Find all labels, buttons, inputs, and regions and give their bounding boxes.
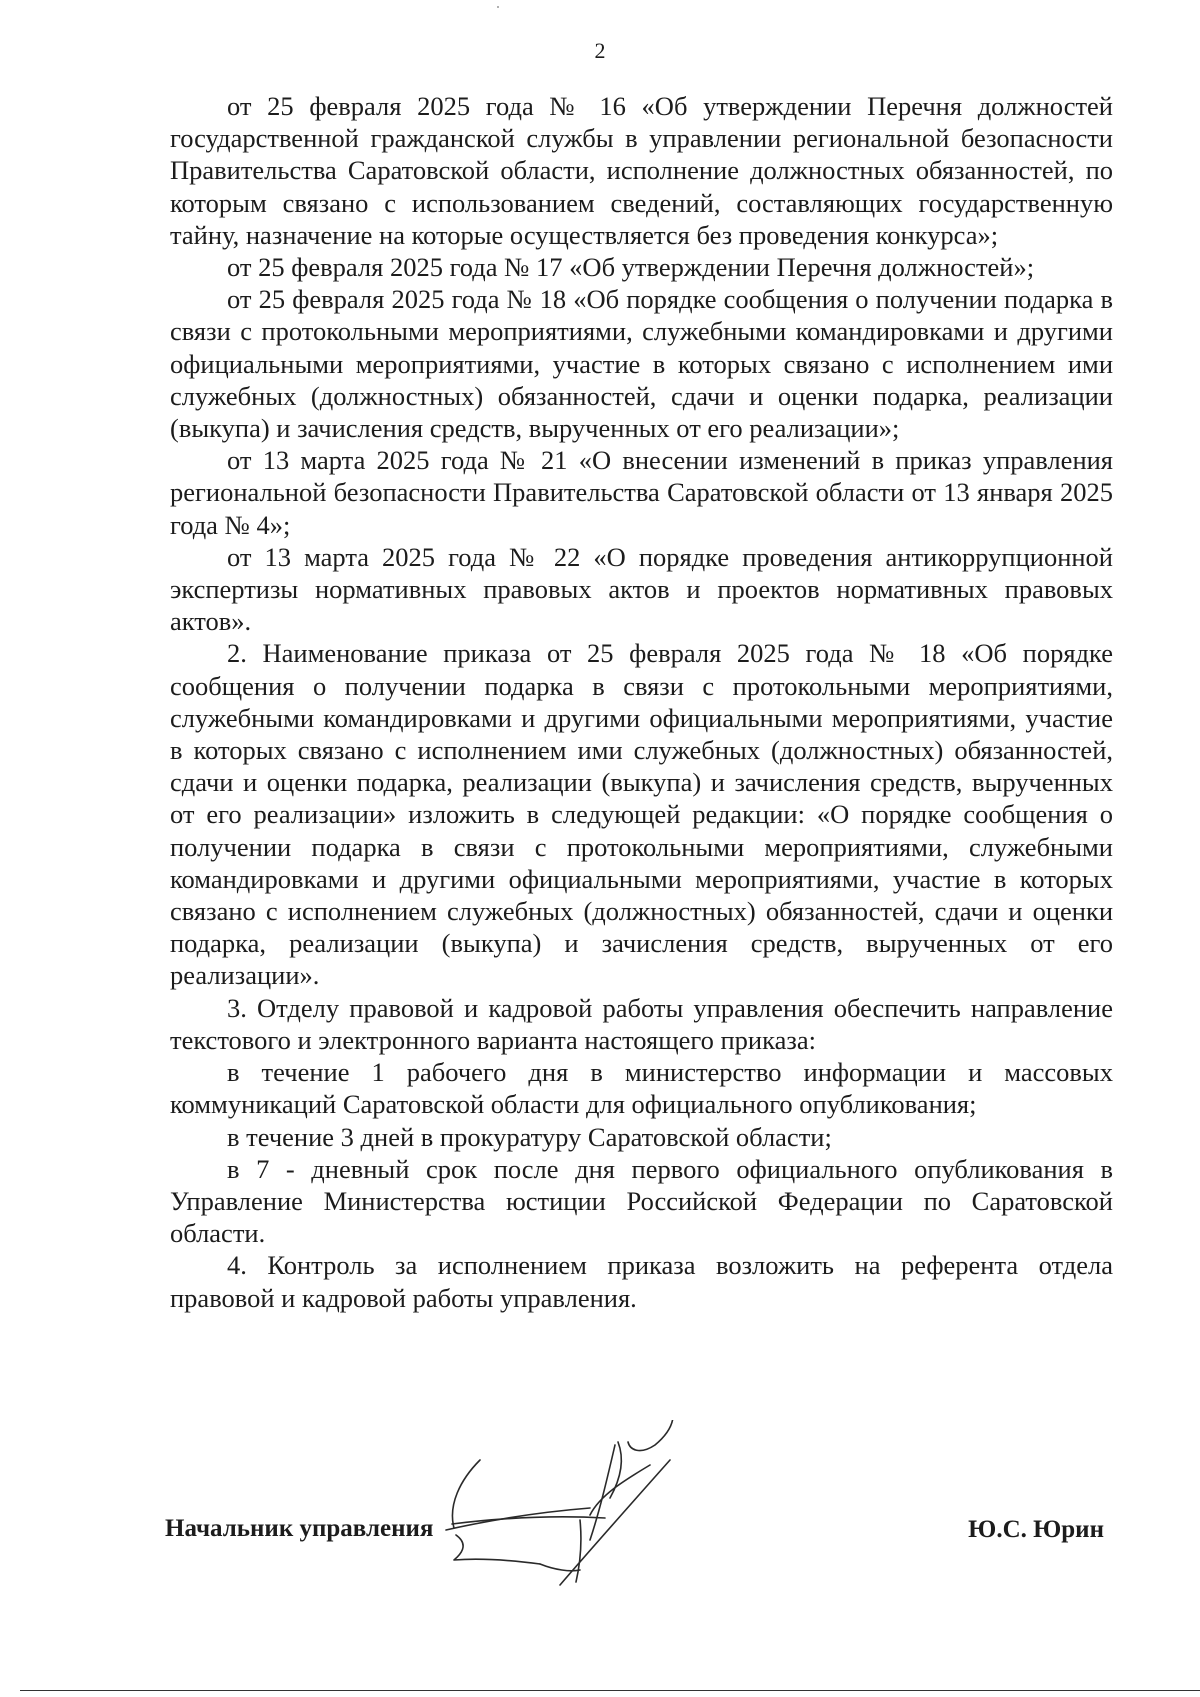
page-number: 2: [594, 38, 606, 63]
position-title: Начальник управления: [165, 1515, 434, 1542]
signature-block: [0, 1420, 1200, 1600]
clause-2: 2. Наименование приказа от 25 февраля 2025 года № 18 «Об порядке сообщения о получении подарка в связи с протокольными мероприятиями, служебными командировками и другими официальными мероприятиями, участие в которых связано с исполнением ими служебных (должностных) обязанностей, сдачи и оценки подарка, реализации (выкупа) и зачисления средств, вырученных от его реализации» изложить в следующей редакции: «О порядке сообщения о получении подарка в связи с протокольными мероприятиями, служебными командировками и другими официальными мероприятиями, участие в которых связано с исполнением служебных (должностных) обязанностей, сдачи и оценки подарка, реализации (выкупа) и зачисления средств, вырученных от его реализации».: [170, 638, 1113, 991]
list-item-order-16: от 25 февраля 2025 года № 16 «Об утверждении Перечня должностей государственной гражданской службы в управлении региональной безопасности Правительства Саратовской области, исполнение должностных обязанностей, по которым связано с использованием сведений, составляющих государственную тайну, назначение на которые осуществляется без проведения конкурса»;: [170, 91, 1113, 250]
document-body: [170, 90, 1113, 1314]
clause-3: 3. Отделу правовой и кадровой работы управления обеспечить направление текстового и электронного варианта настоящего приказа:: [170, 992, 1113, 1055]
list-item-order-22: от 13 марта 2025 года № 22 «О порядке проведения антикоррупционной экспертизы нормативных правовых актов и проектов нормативных правовых актов».: [170, 541, 1113, 637]
footer-divider: [20, 1690, 1200, 1691]
clause-3-item-justice: в 7 - дневный срок после дня первого официального опубликования в Управление Министерства юстиции Российской Федерации по Саратовской области.: [170, 1153, 1113, 1249]
list-item-order-17: от 25 февраля 2025 года № 17 «Об утверждении Перечня должностей»;: [227, 252, 1035, 283]
clause-3-item-prosecutor: в течение 3 дней в прокуратуру Саратовской области;: [227, 1121, 832, 1152]
list-item-order-18: от 25 февраля 2025 года № 18 «Об порядке сообщения о получении подарка в связи с протокольными мероприятиями, служебными командировками и другими официальными мероприятиями, участие в которых связано с исполнением ими служебных (должностных) обязанностей, сдачи и оценки подарка, реализации (выкупа) и зачисления средств, вырученных от его реализации»;: [170, 284, 1113, 444]
scan-artifact: [497, 6, 499, 8]
signer-name: Ю.С. Юрин: [968, 1516, 1104, 1543]
clause-4: 4. Контроль за исполнением приказа возложить на референта отдела правовой и кадровой работы управления.: [170, 1250, 1113, 1313]
handwritten-signature: [440, 1420, 740, 1600]
list-item-order-21: от 13 марта 2025 года № 21 «О внесении изменений в приказ управления региональной безопасности Правительства Саратовской области от 13 января 2025 года № 4»;: [170, 445, 1113, 540]
clause-3-item-ministry: в течение 1 рабочего дня в министерство информации и массовых коммуникаций Саратовской области для официального опубликования;: [170, 1057, 1113, 1120]
